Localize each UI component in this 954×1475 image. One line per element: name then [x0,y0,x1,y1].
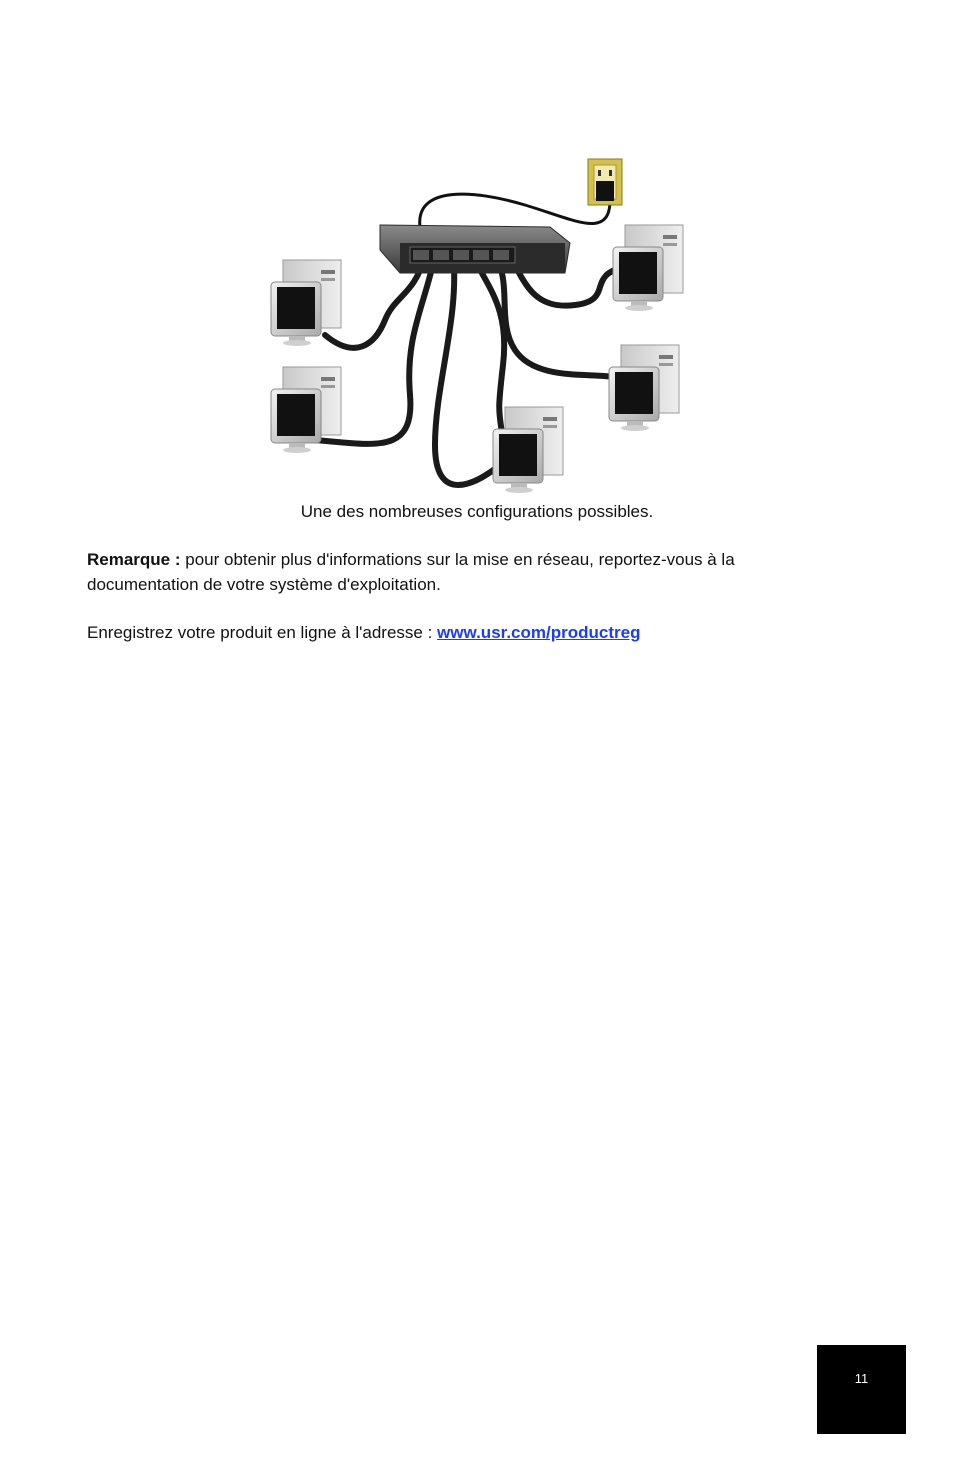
computer-icon [493,407,563,493]
wall-outlet-icon [588,159,622,205]
network-diagram-svg [265,155,685,495]
computer-icon [609,345,679,431]
network-diagram [265,155,685,495]
figure-caption: Une des nombreuses configurations possibles. [300,502,654,521]
page-number-box [817,1345,906,1434]
computer-icon [271,260,341,346]
register-paragraph [87,620,807,645]
note-label: Remarque : [87,550,181,569]
note-paragraph [87,547,807,597]
note-text: pour obtenir plus d'informations sur la mise en réseau, reportez-vous à la documentation de votre système d'exploitation. [87,550,735,594]
network-switch-icon [380,225,570,273]
computer-icon [613,225,683,311]
page-number: 11 [854,1371,869,1386]
product-registration-link[interactable]: www.usr.com/productreg [437,623,641,642]
register-text: Enregistrez votre produit en ligne à l'adresse : [87,623,438,642]
